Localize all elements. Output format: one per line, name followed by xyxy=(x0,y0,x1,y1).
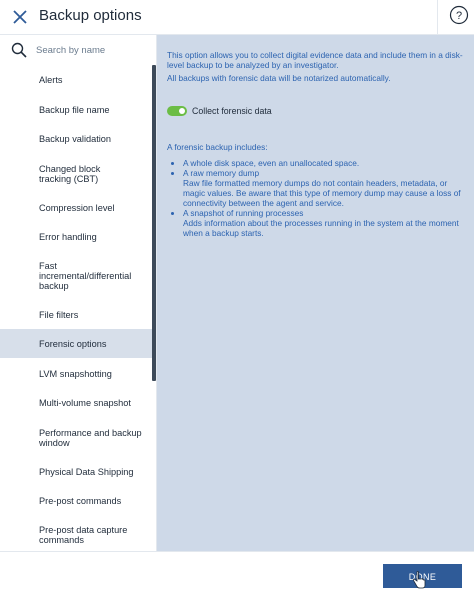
sidebar-item-file-filters[interactable] xyxy=(0,310,152,320)
dialog-footer xyxy=(0,551,474,595)
notarize-note: All backups with forensic data will be notarized automatically. xyxy=(167,73,391,83)
bullet-title: A whole disk space, even an unallocated space. xyxy=(183,158,360,168)
sidebar-item-backup-file-name[interactable] xyxy=(0,105,152,115)
list-item xyxy=(183,158,469,168)
search-row xyxy=(0,35,152,65)
sidebar-item-lvm-snapshotting[interactable] xyxy=(0,369,152,379)
sidebar-item-label: Fast incremental/differential backup xyxy=(39,261,132,291)
sidebar-item-pre-post-data-capture[interactable] xyxy=(0,525,152,545)
dialog-title: Backup options xyxy=(39,7,142,24)
sidebar-item-label: Performance and backup window xyxy=(39,428,142,448)
sidebar-item-label: Forensic options xyxy=(39,339,107,349)
sidebar-item-label: Multi-volume snapshot xyxy=(39,398,131,408)
sidebar-item-alerts[interactable] xyxy=(0,75,152,85)
sidebar-item-fast-incremental[interactable] xyxy=(0,261,152,291)
sidebar-item-physical-data-shipping[interactable] xyxy=(0,467,152,477)
sidebar-item-backup-validation[interactable] xyxy=(0,134,152,144)
includes-list xyxy=(167,158,469,238)
bullet-detail: Raw file formatted memory dumps do not contain headers, metadata, or magic values. Be aware that this type of memory dump may cause a loss of connectivity between the agent and service. xyxy=(183,178,461,208)
search-icon xyxy=(11,42,27,58)
content-text xyxy=(167,50,469,83)
sidebar-item-label: Error handling xyxy=(39,232,97,242)
bullet-title: A snapshot of running processes xyxy=(183,208,304,218)
options-sidebar xyxy=(0,35,152,551)
done-button[interactable]: DONE xyxy=(383,564,462,588)
search-input[interactable] xyxy=(36,42,146,58)
sidebar-item-label: Physical Data Shipping xyxy=(39,467,134,477)
includes-section xyxy=(167,142,469,238)
toggle-label: Collect forensic data xyxy=(192,106,272,116)
help-icon[interactable] xyxy=(449,5,469,25)
collect-forensic-toggle[interactable] xyxy=(167,106,187,116)
svg-text:?: ? xyxy=(455,10,463,22)
sidebar-item-label: Changed block tracking (CBT) xyxy=(39,164,101,184)
sidebar-item-label: Backup file name xyxy=(39,105,110,115)
bullet-title: A raw memory dump xyxy=(183,168,260,178)
pointer-cursor-icon xyxy=(412,571,426,589)
toggle-knob xyxy=(179,108,185,114)
sidebar-item-label: File filters xyxy=(39,310,79,320)
sidebar-item-multi-volume-snapshot[interactable] xyxy=(0,398,152,408)
sidebar-item-label: Backup validation xyxy=(39,134,112,144)
list-item xyxy=(183,208,469,238)
close-icon[interactable] xyxy=(10,7,30,27)
dialog-header xyxy=(0,0,474,35)
sidebar-item-label: LVM snapshotting xyxy=(39,369,112,379)
sidebar-item-changed-block-tracking[interactable] xyxy=(0,164,152,184)
list-item xyxy=(183,168,469,208)
sidebar-item-label: Pre-post commands xyxy=(39,496,122,506)
sidebar-item-pre-post-commands[interactable] xyxy=(0,496,152,506)
header-divider xyxy=(437,0,438,34)
sidebar-item-forensic-options[interactable] xyxy=(0,329,152,358)
sidebar-item-performance-backup-window[interactable] xyxy=(0,428,152,448)
includes-heading: A forensic backup includes: xyxy=(167,142,268,152)
sidebar-item-label: Alerts xyxy=(39,75,63,85)
bullet-detail: Adds information about the processes running in the system at the moment when a backup starts. xyxy=(183,218,459,238)
intro-text: This option allows you to collect digital evidence data and include them in a disk-level backup to be analyzed by an investigator. xyxy=(167,50,463,70)
sidebar-item-error-handling[interactable] xyxy=(0,232,152,242)
sidebar-item-compression-level[interactable] xyxy=(0,203,152,213)
sidebar-item-label: Compression level xyxy=(39,203,115,213)
sidebar-item-label: Pre-post data capture commands xyxy=(39,525,128,545)
forensic-options-panel xyxy=(157,35,474,551)
